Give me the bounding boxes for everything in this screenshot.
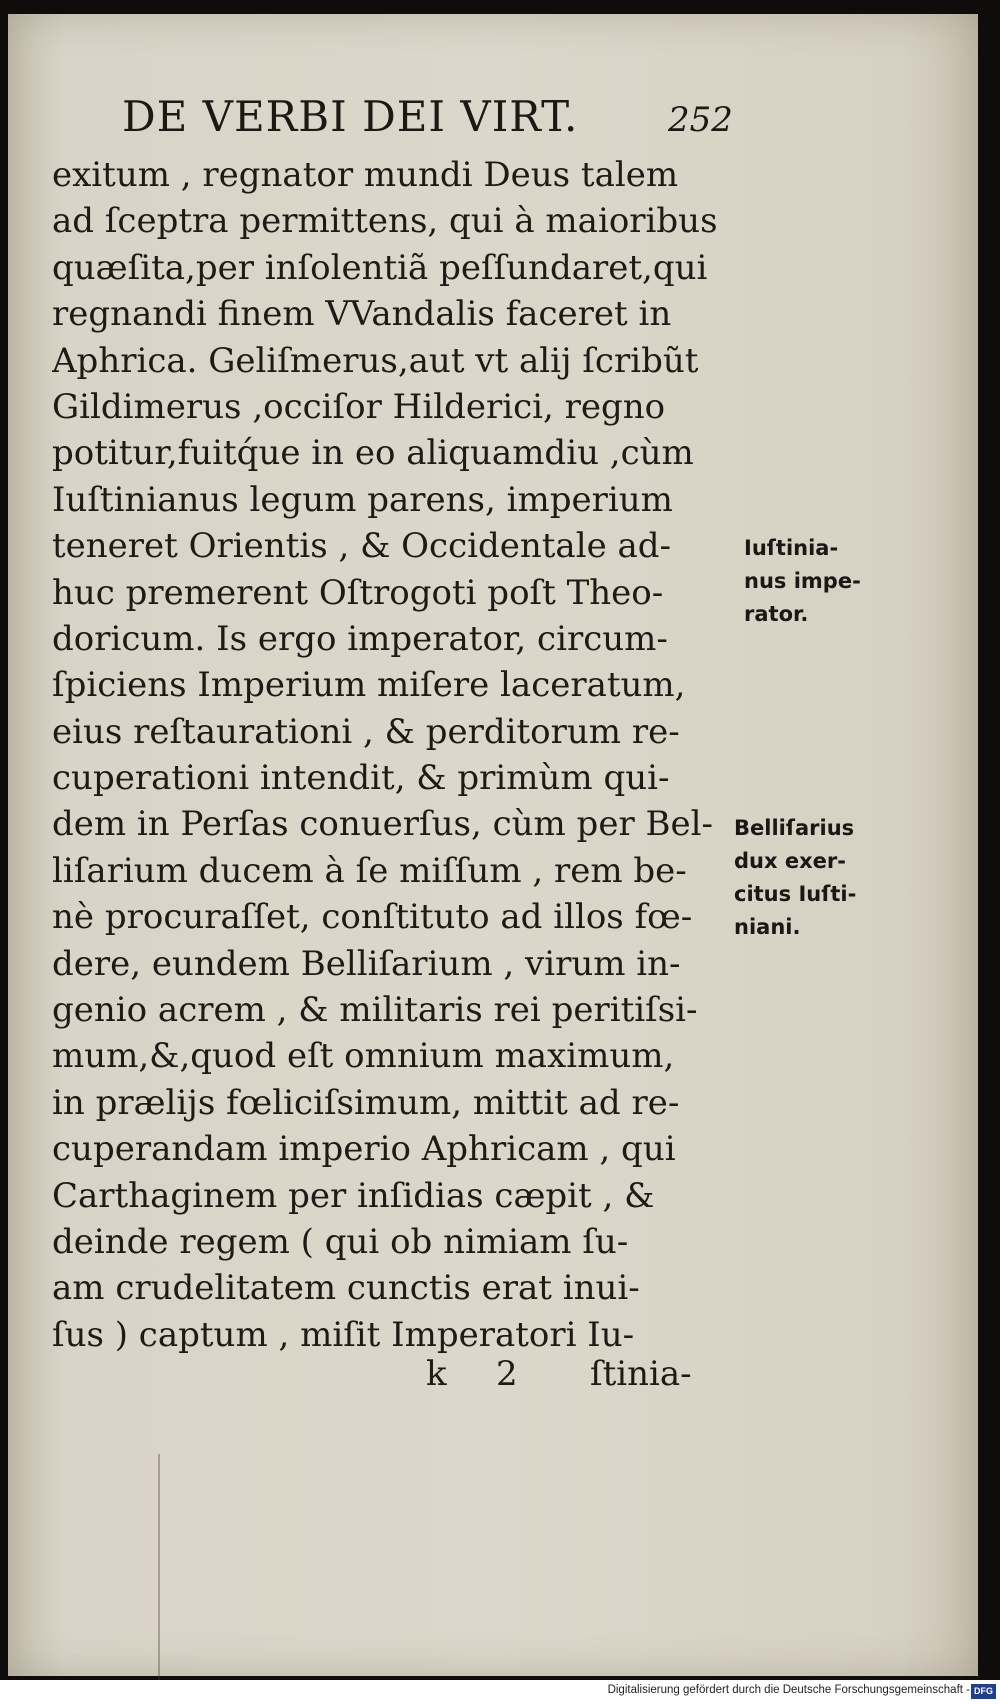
body-text — [52, 152, 732, 1358]
marginal-note-line: nus impe- — [744, 569, 861, 593]
text-line: liſarium ducem à ſe miſſum , rem be- — [52, 850, 687, 891]
digitization-footer — [0, 1680, 1000, 1704]
page-number: 252 — [668, 100, 733, 140]
marginal-note-line: Iuſtinia- — [744, 536, 839, 560]
text-line: teneret Orientis , & Occidentale ad- — [52, 526, 672, 567]
text-line: huc premerent Oſtrogoti poſt Theo- — [52, 572, 664, 613]
text-line: dere, eundem Belliſarium , virum in- — [52, 943, 681, 984]
text-line: eius reſtaurationi , & perditorum re- — [52, 711, 680, 752]
text-line: ſpiciens Imperium miſere laceratum, — [52, 665, 686, 706]
text-line: regnandi finem VVandalis faceret in — [52, 294, 672, 335]
marginal-note-line: citus Iuſti- — [734, 882, 857, 906]
text-line: in prælijs fœliciſsimum, mittit ad re- — [52, 1082, 680, 1123]
signature-mark: k — [426, 1354, 447, 1394]
text-line: nè procuraſſet, conſtituto ad illos fœ- — [52, 897, 693, 938]
funding-credit: Digitalisierung gefördert durch die Deutsche Forschungsgemeinschaft - — [607, 1684, 970, 1696]
text-line: am crudelitatem cunctis erat inui- — [52, 1268, 640, 1309]
text-line: exitum , regnator mundi Deus talem — [52, 155, 679, 195]
marginal-note-belisarius — [734, 812, 856, 944]
text-line: genio acrem , & militaris rei peritiſsi- — [52, 990, 698, 1031]
marginal-note-line: niani. — [734, 915, 801, 939]
marginal-note-line: rator. — [744, 602, 809, 626]
signature-number: 2 — [496, 1354, 518, 1394]
text-line: deinde regem ( qui ob nimiam ſu- — [52, 1221, 629, 1262]
text-line: dem in Perſas conuerſus, cùm per Bel- — [52, 804, 713, 845]
text-line: potitur,fuitq́ue in eo aliquamdiu ,cùm — [52, 433, 694, 474]
text-line: mum,&,quod eſt omnium maximum, — [52, 1036, 675, 1077]
text-line: cuperationi intendit, & primùm qui- — [52, 758, 670, 799]
marginal-note-line: dux exer- — [734, 849, 846, 873]
book-page — [8, 14, 978, 1676]
marginal-note-line: Belliſarius — [734, 816, 855, 840]
dfg-logo: DFG — [971, 1684, 996, 1699]
text-line: quæſita,per inſolentiã peſſundaret,qui — [52, 247, 708, 288]
text-line: Aphrica. Geliſmerus,aut vt alij ſcribũt — [52, 340, 699, 381]
text-line: Gildimerus ,occiſor Hilderici, regno — [52, 386, 666, 427]
text-line: cuperandam imperio Aphricam , qui — [52, 1129, 676, 1170]
running-title: DE VERBI DEI VIRT. — [122, 92, 579, 141]
text-line: ad ſceptra permittens, qui à maioribus — [52, 201, 718, 242]
text-line: ſus ) captum , miſit Imperatori Iu- — [52, 1314, 635, 1355]
catchword-line — [8, 1354, 1000, 1404]
text-line: doricum. Is ergo imperator, circum- — [52, 618, 668, 659]
page-crease — [158, 1454, 160, 1684]
text-line: Carthaginem per inſidias cæpit , & — [52, 1175, 655, 1216]
catchword: ſtinia- — [590, 1354, 692, 1394]
text-line: Iuſtinianus legum parens, imperium — [52, 479, 673, 520]
marginal-note-justinian — [744, 532, 861, 631]
